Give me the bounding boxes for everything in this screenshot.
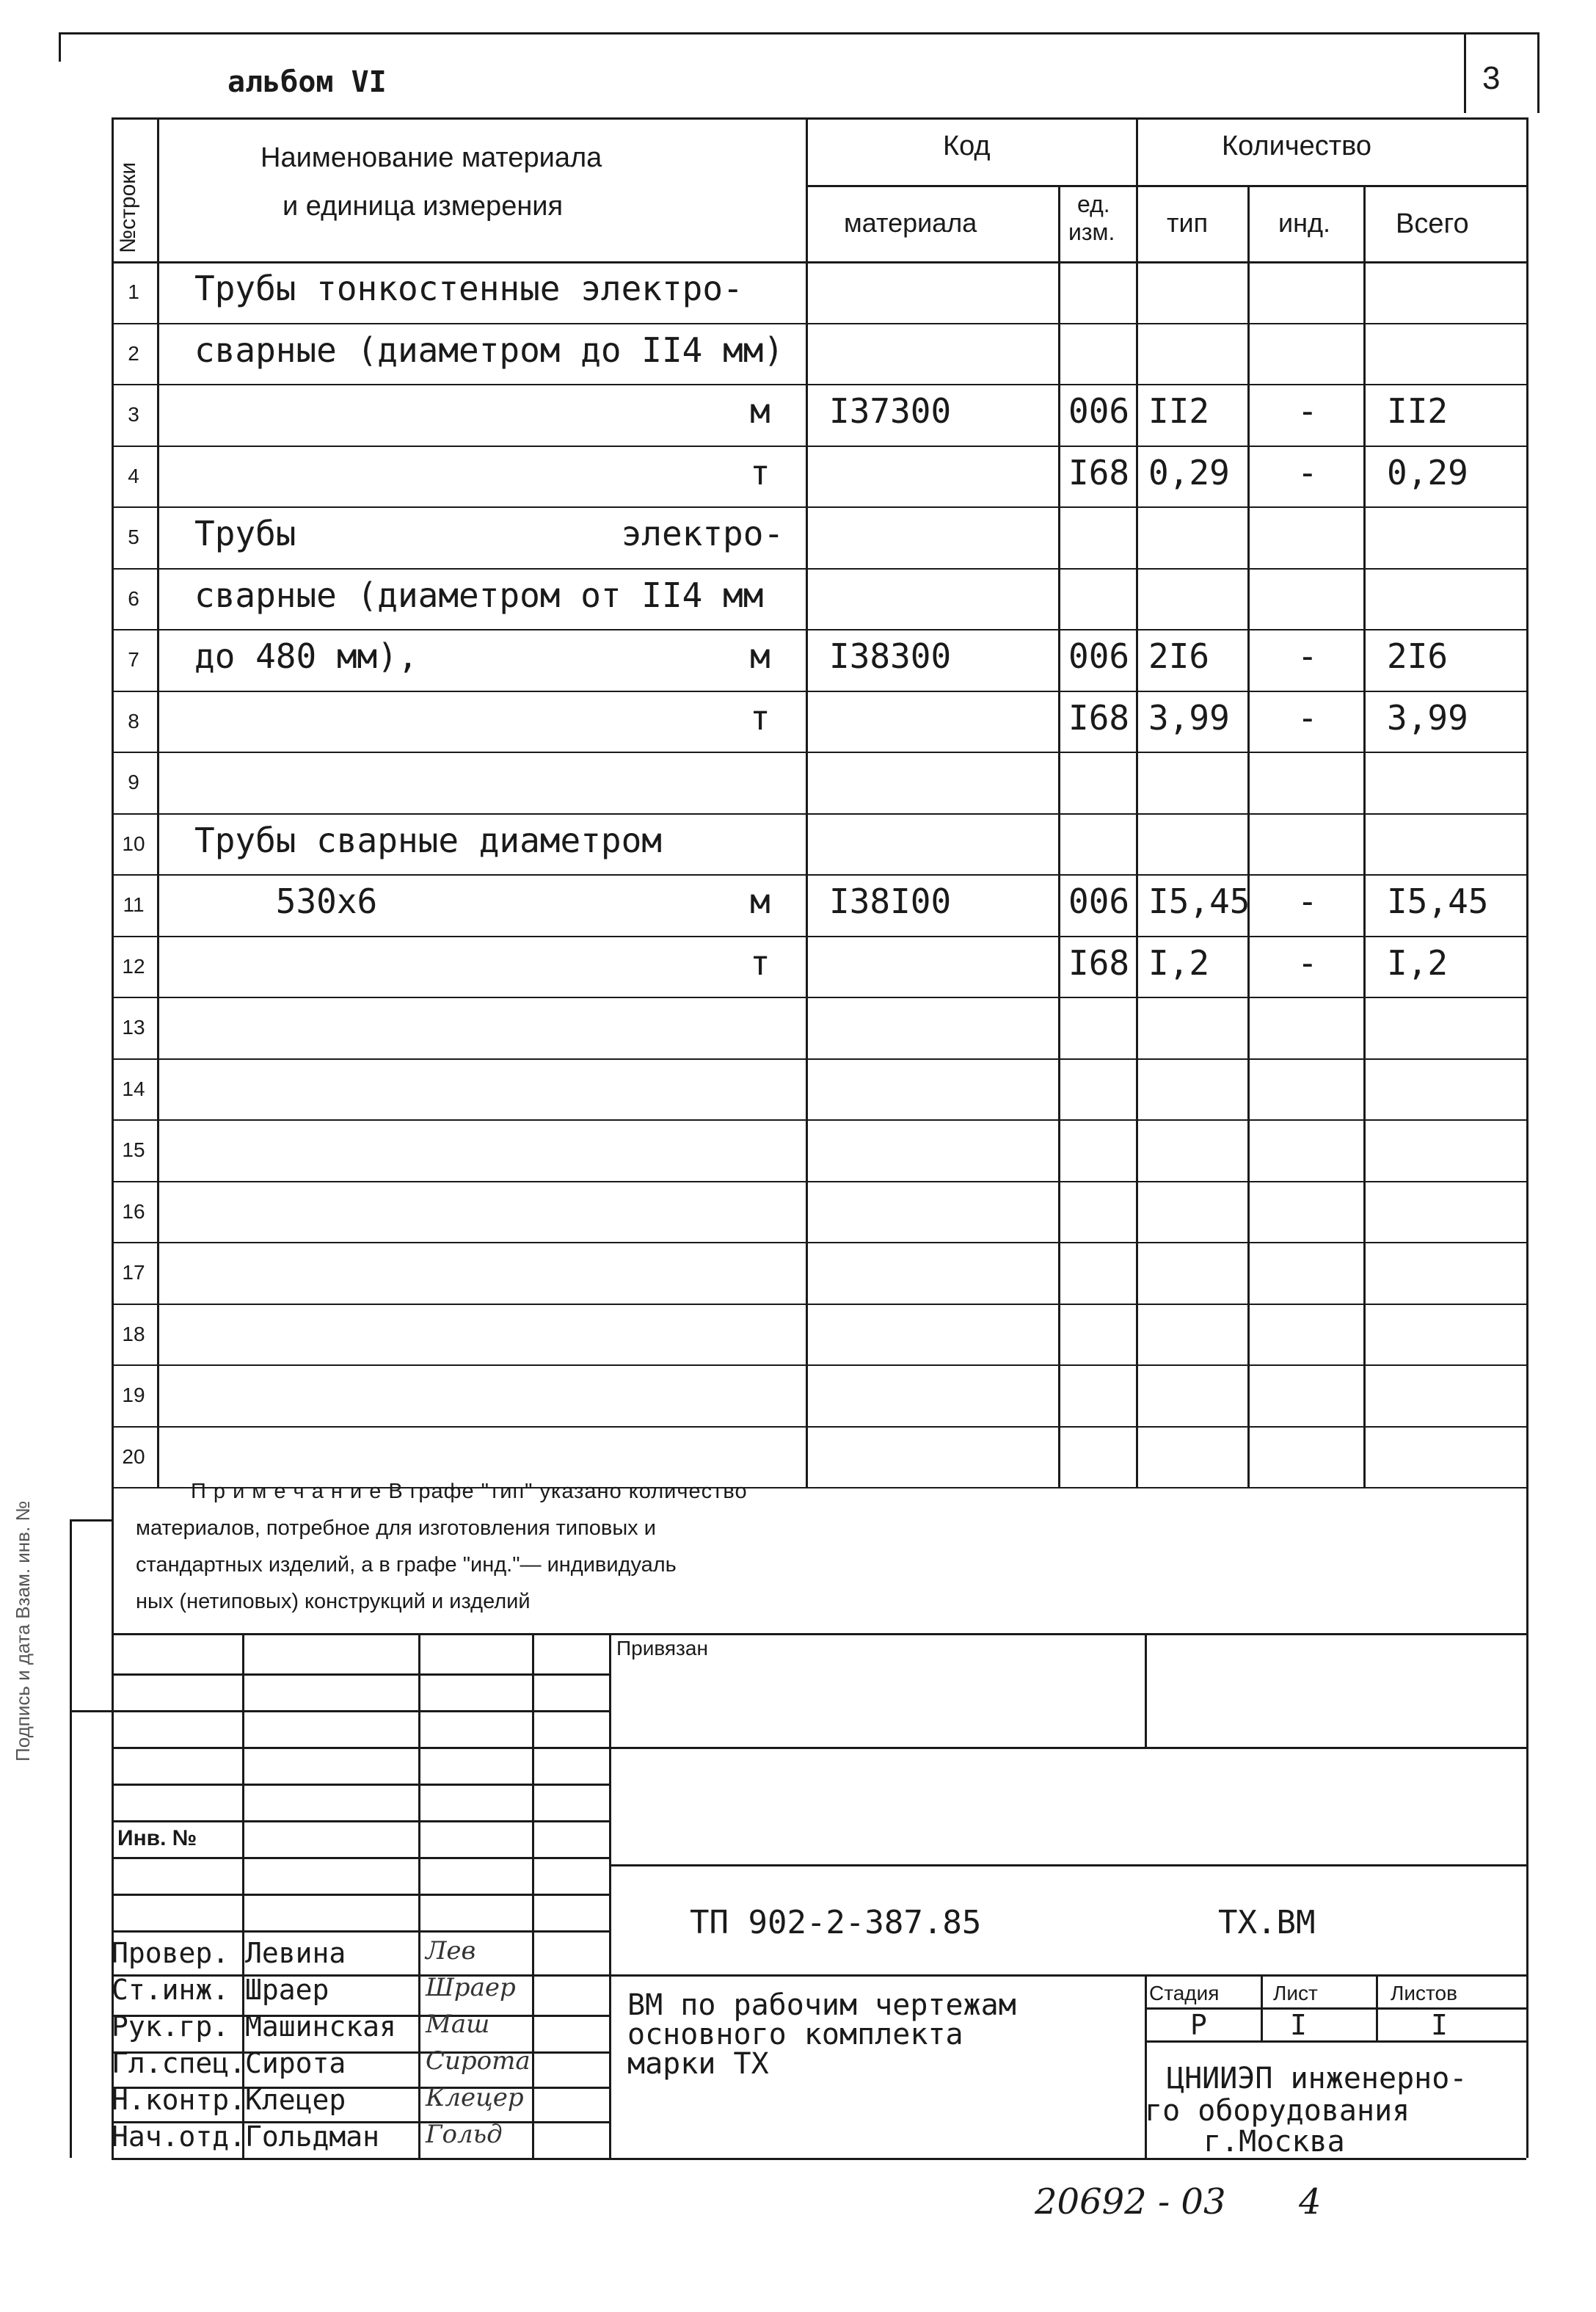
sign-grid-col bbox=[532, 1633, 534, 2158]
row-line bbox=[112, 384, 1526, 385]
org-line-3: г.Москва bbox=[1203, 2125, 1345, 2159]
row-line bbox=[112, 1364, 1526, 1366]
row-number: 1 bbox=[128, 280, 139, 303]
row-unit-code: I68 bbox=[1068, 452, 1130, 492]
title-line-3: марки ТХ bbox=[627, 2047, 769, 2081]
column-line bbox=[1136, 117, 1138, 1487]
sign-grid-row bbox=[112, 1784, 609, 1786]
signer-name: Машинская bbox=[245, 2010, 396, 2043]
row-ind: - bbox=[1297, 452, 1318, 492]
header-unit-2: изм. bbox=[1068, 219, 1115, 245]
sheet-col-line bbox=[1376, 1974, 1378, 2040]
title-top-line bbox=[609, 1974, 1526, 1977]
sign-grid-row bbox=[112, 1894, 609, 1896]
signer-role: Нач.отд. bbox=[112, 2120, 247, 2153]
row-unit: м bbox=[750, 636, 770, 676]
row-total: 0,29 bbox=[1387, 452, 1468, 492]
sign-grid-row bbox=[112, 1673, 609, 1676]
header-split-line bbox=[806, 185, 1526, 187]
table-top-border bbox=[112, 117, 1526, 120]
sign-grid-row bbox=[112, 1747, 609, 1749]
note-line-2: материалов, потребное для изготовления типовых и bbox=[136, 1516, 656, 1540]
row-line bbox=[112, 936, 1526, 937]
row-ind: - bbox=[1297, 697, 1318, 738]
bottom-number: 20692 - 03 bbox=[1035, 2181, 1226, 2222]
row-line bbox=[112, 813, 1526, 815]
signer-name: Шраер bbox=[245, 1974, 329, 2006]
row-type: 3,99 bbox=[1148, 697, 1230, 738]
header-unit-1: ед. bbox=[1077, 191, 1110, 217]
row-number: 6 bbox=[128, 586, 139, 610]
row-ind: - bbox=[1297, 881, 1318, 921]
header-material: материала bbox=[844, 208, 977, 238]
header-name-1: Наименование материала bbox=[260, 142, 602, 173]
bound-divider bbox=[1145, 1633, 1147, 1747]
row-number: 5 bbox=[128, 526, 139, 548]
top-left-tick bbox=[59, 32, 61, 62]
signature: Клецер bbox=[426, 2083, 524, 2112]
signature: Лев bbox=[426, 1936, 476, 1966]
row-line bbox=[112, 1119, 1526, 1121]
row-number: 8 bbox=[128, 709, 139, 733]
sign-grid-row bbox=[112, 1633, 609, 1635]
sheets-value: I bbox=[1431, 2009, 1448, 2041]
side-strip-border bbox=[70, 1519, 72, 2158]
row-name: сварные (диаметром до II4 мм) bbox=[194, 330, 784, 370]
row-line bbox=[112, 446, 1526, 447]
signature: Шраер bbox=[426, 1973, 516, 2002]
row-type: II2 bbox=[1148, 391, 1210, 431]
row-total: I,2 bbox=[1387, 942, 1449, 983]
column-line bbox=[1058, 185, 1060, 1487]
signer-name: Левина bbox=[245, 1937, 346, 1969]
row-number: 19 bbox=[122, 1384, 145, 1406]
sheet-value: I bbox=[1290, 2009, 1307, 2041]
row-unit-code: 006 bbox=[1068, 881, 1130, 921]
note-line-1: П р и м е ч а н и е В графе "тип" указано количество bbox=[191, 1480, 748, 1503]
signer-role: Н.контр. bbox=[112, 2084, 247, 2116]
header-row-no: №строки bbox=[116, 161, 140, 253]
row-line bbox=[112, 506, 1526, 508]
row-number: 13 bbox=[122, 1016, 145, 1039]
org-line-2: го оборудования bbox=[1145, 2094, 1410, 2128]
row-unit-code: I68 bbox=[1068, 942, 1130, 983]
row-number: 12 bbox=[122, 954, 145, 978]
signer-name: Гольдман bbox=[245, 2120, 380, 2153]
note-line-4: ных (нетиповых) конструкций и изделий bbox=[136, 1590, 531, 1613]
signature: Гольд bbox=[426, 2120, 503, 2149]
row-name: Трубы сварные диаметром bbox=[194, 820, 662, 860]
row-unit: т bbox=[750, 452, 770, 492]
column-line bbox=[1363, 185, 1366, 1487]
side-strip-line bbox=[70, 1519, 112, 1522]
row-name: Трубы электро- bbox=[194, 514, 784, 553]
row-number: 7 bbox=[128, 648, 139, 671]
stamp-right-border bbox=[1526, 1487, 1528, 2158]
note-line-3: стандартных изделий, а в графе "инд."— индивидуаль bbox=[136, 1553, 677, 1577]
row-unit: м bbox=[750, 391, 770, 431]
stage-label: Стадия bbox=[1149, 1982, 1220, 2004]
row-unit-code: 006 bbox=[1068, 391, 1130, 431]
row-total: II2 bbox=[1387, 391, 1449, 431]
signer-name: Клецер bbox=[245, 2084, 346, 2116]
org-line-1: ЦНИИЭП инженерно- bbox=[1167, 2062, 1468, 2095]
signature: Маш bbox=[426, 2010, 490, 2039]
info-divider bbox=[1145, 1974, 1147, 2158]
bound-label: Привязан bbox=[616, 1637, 708, 1660]
header-ind: инд. bbox=[1278, 208, 1330, 238]
row-unit-code: 006 bbox=[1068, 636, 1130, 676]
row-number: 4 bbox=[128, 464, 139, 487]
signer-role: Провер. bbox=[112, 1937, 230, 1969]
header-total: Всего bbox=[1396, 208, 1469, 239]
row-line bbox=[112, 1181, 1526, 1182]
title-line-2: основного комплекта bbox=[627, 2018, 963, 2051]
row-number: 3 bbox=[128, 403, 139, 426]
side-strip-line bbox=[70, 1710, 112, 1712]
top-border bbox=[59, 32, 1537, 34]
sign-grid-row bbox=[112, 1710, 609, 1712]
row-total: 3,99 bbox=[1387, 697, 1468, 738]
row-name: до 480 мм), bbox=[194, 636, 418, 676]
signer-role: Ст.инж. bbox=[112, 1974, 230, 2006]
album-label: альбом VI bbox=[227, 65, 387, 99]
row-name: сварные (диаметром от II4 мм bbox=[194, 575, 764, 615]
row-line bbox=[112, 1304, 1526, 1305]
row-unit: т bbox=[750, 697, 770, 738]
signature: Сирота bbox=[426, 2046, 531, 2076]
row-number: 14 bbox=[122, 1077, 145, 1100]
row-ind: - bbox=[1297, 636, 1318, 676]
sheet-number-right bbox=[1537, 32, 1539, 113]
signer-name: Сирота bbox=[245, 2047, 346, 2079]
side-label: Подпись и дата Взам. инв. № bbox=[12, 1500, 34, 1762]
sign-grid-row bbox=[112, 1857, 609, 1859]
row-total: 2I6 bbox=[1387, 636, 1449, 676]
row-ind: - bbox=[1297, 942, 1318, 983]
stage-value: Р bbox=[1190, 2009, 1207, 2041]
row-name: Трубы тонкостенные электро- bbox=[194, 269, 743, 308]
sheets-label: Листов bbox=[1391, 1982, 1457, 2004]
header-type: тип bbox=[1167, 208, 1209, 238]
row-line bbox=[112, 568, 1526, 570]
row-number: 9 bbox=[128, 771, 139, 793]
sheet-label: Лист bbox=[1273, 1982, 1318, 2004]
row-line bbox=[112, 752, 1526, 753]
row-line bbox=[112, 1058, 1526, 1060]
sign-grid-row bbox=[112, 1930, 609, 1933]
row-type: 0,29 bbox=[1148, 452, 1230, 492]
signer-role: Гл.спец. bbox=[112, 2047, 247, 2079]
row-line bbox=[112, 629, 1526, 630]
row-number: 10 bbox=[122, 832, 145, 855]
row-code: I38300 bbox=[829, 636, 952, 676]
row-code: I37300 bbox=[829, 391, 952, 431]
project-top-line bbox=[609, 1864, 1526, 1866]
row-line bbox=[112, 1426, 1526, 1428]
title-line-1: ВМ по рабочим чертежам bbox=[627, 1988, 1016, 2022]
row-unit: м bbox=[750, 881, 770, 921]
sheet-number: 3 bbox=[1482, 60, 1501, 96]
inv-no-label: Инв. № bbox=[117, 1826, 197, 1850]
header-quantity: Количество bbox=[1222, 131, 1372, 161]
bound-bottom-line bbox=[609, 1747, 1526, 1749]
sign-grid-col bbox=[609, 1633, 611, 2158]
column-line bbox=[1526, 117, 1528, 1487]
row-line bbox=[112, 1242, 1526, 1243]
row-number: 16 bbox=[122, 1199, 145, 1223]
row-line bbox=[112, 874, 1526, 876]
sheet-number-divider bbox=[1464, 32, 1466, 113]
row-number: 11 bbox=[123, 893, 145, 916]
row-name: 530х6 bbox=[194, 881, 378, 921]
row-total: I5,45 bbox=[1387, 881, 1489, 921]
row-number: 17 bbox=[122, 1261, 145, 1284]
row-number: 2 bbox=[128, 341, 139, 365]
row-line bbox=[112, 323, 1526, 324]
row-unit-code: I68 bbox=[1068, 697, 1130, 738]
column-line bbox=[157, 117, 159, 1487]
column-line bbox=[806, 117, 808, 1487]
header-bottom-line bbox=[112, 261, 1526, 263]
row-type: I5,45 bbox=[1148, 881, 1250, 921]
column-line bbox=[1247, 185, 1250, 1487]
project-code: ТП 902-2-387.85 bbox=[690, 1904, 982, 1941]
row-unit: т bbox=[750, 942, 770, 983]
header-code: Код bbox=[943, 131, 991, 161]
row-line bbox=[112, 691, 1526, 692]
bottom-copy: 4 bbox=[1299, 2181, 1322, 2222]
sign-grid-row bbox=[112, 1820, 609, 1822]
row-line bbox=[112, 997, 1526, 998]
header-name-2: и единица измерения bbox=[283, 191, 564, 222]
sign-grid-col bbox=[418, 1633, 420, 2158]
row-code: I38I00 bbox=[829, 881, 952, 921]
row-number: 20 bbox=[122, 1444, 145, 1468]
row-ind: - bbox=[1297, 391, 1318, 431]
row-type: I,2 bbox=[1148, 942, 1210, 983]
stage-col-line bbox=[1261, 1974, 1263, 2040]
doc-mark: ТХ.ВМ bbox=[1218, 1904, 1316, 1941]
row-number: 15 bbox=[122, 1138, 145, 1161]
row-type: 2I6 bbox=[1148, 636, 1210, 676]
row-number: 18 bbox=[122, 1322, 145, 1345]
signer-role: Рук.гр. bbox=[112, 2010, 230, 2043]
